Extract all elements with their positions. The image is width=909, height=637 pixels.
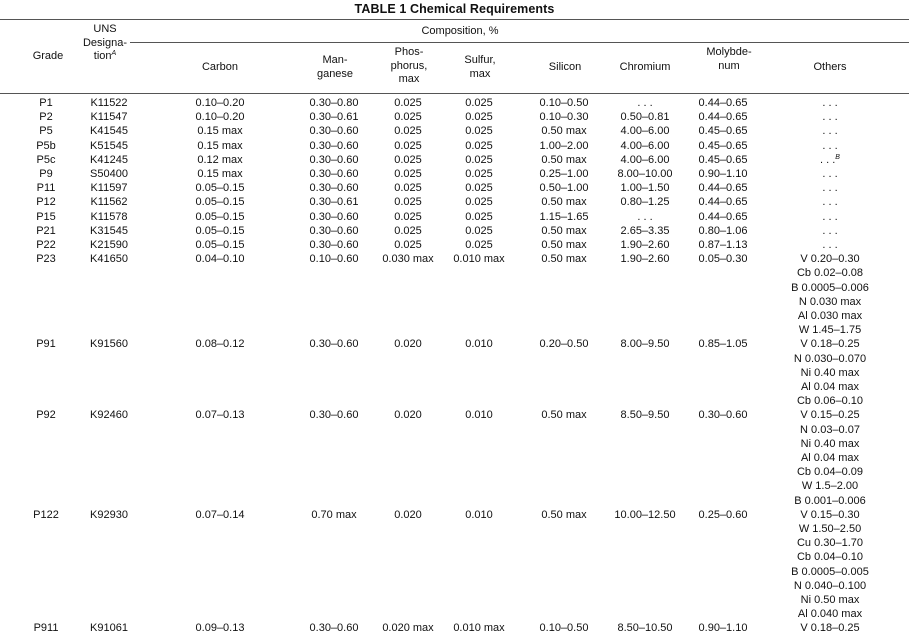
cell-uns: K11578 bbox=[90, 210, 128, 223]
cell-uns: K92930 bbox=[90, 508, 128, 521]
cell-uns: K51545 bbox=[90, 139, 128, 152]
cell-grade: P15 bbox=[36, 210, 56, 223]
cell-sulfur: 0.025 bbox=[465, 182, 493, 195]
cell-sulfur: 0.010 bbox=[465, 508, 493, 521]
cell-carbon: 0.05–0.15 bbox=[195, 239, 245, 251]
cell-others bbox=[785, 337, 875, 408]
others-line: . . . bbox=[822, 97, 838, 109]
cell-manganese: 0.70 max bbox=[311, 508, 357, 521]
cell-phosphorus: 0.025 bbox=[394, 168, 422, 180]
table-row bbox=[0, 210, 909, 224]
cell-phosphorus: 0.020 max bbox=[382, 622, 434, 635]
cell-phosphorus: 0.025 bbox=[394, 125, 422, 138]
cell-grade: P911 bbox=[33, 622, 59, 635]
cell-phosphorus: 0.020 bbox=[394, 409, 422, 422]
header-chromium: Chromium bbox=[619, 61, 671, 73]
cell-molybdenum: 0.05–0.30 bbox=[698, 253, 748, 266]
cell-phosphorus: 0.025 bbox=[394, 182, 422, 195]
table-row bbox=[0, 621, 909, 635]
cell-others bbox=[785, 408, 875, 507]
others-line: V 0.15–0.30 bbox=[800, 508, 860, 521]
cell-molybdenum: 0.45–0.65 bbox=[698, 125, 748, 138]
cell-chromium: 2.65–3.35 bbox=[620, 224, 670, 237]
others-line: Ni 0.50 max bbox=[800, 593, 860, 606]
cell-carbon: 0.12 max bbox=[197, 153, 243, 166]
cell-grade: P12 bbox=[36, 196, 56, 209]
cell-sulfur: 0.010 max bbox=[453, 253, 505, 266]
table-row bbox=[0, 181, 909, 195]
cell-molybdenum: 0.44–0.65 bbox=[698, 111, 748, 124]
cell-silicon: 1.15–1.65 bbox=[539, 210, 589, 223]
cell-phosphorus: 0.025 bbox=[394, 224, 422, 237]
cell-carbon: 0.07–0.14 bbox=[195, 508, 245, 521]
cell-uns: K11562 bbox=[90, 196, 128, 209]
cell-others bbox=[785, 124, 875, 138]
cell-uns: K31545 bbox=[90, 224, 128, 237]
cell-manganese: 0.30–0.60 bbox=[309, 224, 359, 237]
header-carbon: Carbon bbox=[201, 61, 239, 73]
cell-chromium: 8.00–9.50 bbox=[620, 338, 670, 351]
table-row bbox=[0, 252, 909, 337]
cell-molybdenum: 0.25–0.60 bbox=[698, 508, 748, 521]
table-row bbox=[0, 139, 909, 153]
table-row bbox=[0, 238, 909, 252]
header-phosphorus: Phos- phorus, max bbox=[390, 46, 428, 85]
cell-phosphorus: 0.025 bbox=[394, 239, 422, 251]
cell-silicon: 0.50 max bbox=[541, 153, 587, 166]
cell-others bbox=[785, 167, 875, 181]
cell-uns: K11522 bbox=[90, 97, 128, 109]
others-line: B 0.001–0.006 bbox=[794, 494, 866, 507]
cell-silicon: 0.50 max bbox=[541, 196, 587, 209]
others-line: Al 0.04 max bbox=[800, 451, 860, 464]
cell-carbon: 0.04–0.10 bbox=[195, 253, 245, 266]
cell-silicon: 0.10–0.30 bbox=[539, 111, 589, 124]
others-line: Al 0.030 max bbox=[797, 309, 863, 322]
cell-uns: S50400 bbox=[90, 168, 128, 180]
cell-others bbox=[785, 181, 875, 195]
cell-grade: P122 bbox=[33, 508, 59, 521]
cell-sulfur: 0.010 max bbox=[453, 622, 505, 635]
cell-sulfur: 0.025 bbox=[465, 210, 493, 223]
table-row bbox=[0, 110, 909, 124]
cell-manganese: 0.30–0.60 bbox=[309, 239, 359, 251]
cell-manganese: 0.30–0.60 bbox=[309, 153, 359, 166]
cell-manganese: 0.10–0.60 bbox=[309, 253, 359, 266]
cell-grade: P5 bbox=[39, 125, 53, 138]
cell-chromium: 8.50–10.50 bbox=[617, 622, 673, 635]
cell-grade: P11 bbox=[36, 182, 56, 195]
cell-others bbox=[785, 508, 875, 622]
cell-others bbox=[785, 195, 875, 209]
cell-sulfur: 0.025 bbox=[465, 168, 493, 180]
cell-sulfur: 0.025 bbox=[465, 239, 493, 251]
cell-carbon: 0.09–0.13 bbox=[195, 622, 245, 635]
table-row bbox=[0, 195, 909, 209]
others-line: W 1.5–2.00 bbox=[801, 480, 859, 493]
cell-sulfur: 0.025 bbox=[465, 224, 493, 237]
cell-chromium: 1.90–2.60 bbox=[620, 253, 670, 266]
cell-silicon: 0.10–0.50 bbox=[539, 97, 589, 109]
footnote-b: B bbox=[835, 153, 840, 161]
header-sulfur: Sulfur, max bbox=[464, 54, 496, 80]
cell-grade: P22 bbox=[36, 239, 56, 251]
header-manganese: Man- ganese bbox=[316, 54, 354, 80]
others-line: N 0.03–0.07 bbox=[800, 423, 860, 436]
cell-uns: K92460 bbox=[90, 409, 128, 422]
cell-grade: P5b bbox=[36, 139, 56, 152]
cell-sulfur: 0.025 bbox=[465, 153, 493, 166]
cell-phosphorus: 0.025 bbox=[394, 196, 422, 209]
cell-manganese: 0.30–0.60 bbox=[309, 210, 359, 223]
cell-silicon: 0.50 max bbox=[541, 508, 587, 521]
cell-grade: P9 bbox=[39, 168, 53, 180]
cell-carbon: 0.10–0.20 bbox=[195, 97, 245, 109]
others-line: Cb 0.04–0.09 bbox=[796, 466, 864, 479]
header-others: Others bbox=[813, 61, 847, 73]
cell-carbon: 0.15 max bbox=[197, 168, 243, 180]
cell-silicon: 0.10–0.50 bbox=[539, 622, 589, 635]
cell-chromium: 4.00–6.00 bbox=[620, 153, 670, 166]
cell-grade: P21 bbox=[36, 224, 56, 237]
others-line: N 0.030 max bbox=[798, 295, 862, 308]
others-line: W 1.45–1.75 bbox=[798, 324, 862, 337]
others-line: V 0.15–0.25 bbox=[800, 409, 860, 422]
cell-uns: K41245 bbox=[90, 153, 128, 166]
table-row bbox=[0, 124, 909, 138]
cell-grade: P91 bbox=[36, 338, 56, 351]
cell-silicon: 0.50 max bbox=[541, 224, 587, 237]
others-line: Cb 0.02–0.08 bbox=[796, 267, 864, 280]
cell-phosphorus: 0.025 bbox=[394, 210, 422, 223]
others-line: Al 0.040 max bbox=[797, 608, 863, 621]
cell-carbon: 0.05–0.15 bbox=[195, 224, 245, 237]
cell-sulfur: 0.010 bbox=[465, 409, 493, 422]
cell-manganese: 0.30–0.60 bbox=[309, 622, 359, 635]
cell-manganese: 0.30–0.60 bbox=[309, 168, 359, 180]
others-line: . . . bbox=[822, 111, 838, 124]
others-line: Ni 0.40 max bbox=[800, 437, 860, 450]
cell-carbon: 0.08–0.12 bbox=[195, 338, 245, 351]
cell-others bbox=[785, 238, 875, 252]
table-row bbox=[0, 96, 909, 110]
table-row bbox=[0, 508, 909, 621]
cell-silicon: 0.50 max bbox=[541, 125, 587, 138]
others-line: Al 0.04 max bbox=[800, 380, 860, 393]
cell-grade: P23 bbox=[36, 253, 56, 266]
header-composition: Composition, % bbox=[421, 25, 499, 37]
others-line: V 0.18–0.25 bbox=[800, 622, 860, 635]
others-line: . . . bbox=[822, 125, 838, 138]
others-line: . . . bbox=[822, 239, 838, 251]
cell-phosphorus: 0.025 bbox=[394, 139, 422, 152]
cell-carbon: 0.15 max bbox=[197, 139, 243, 152]
others-line: B 0.0005–0.006 bbox=[791, 281, 869, 294]
cell-phosphorus: 0.025 bbox=[394, 153, 422, 166]
cell-phosphorus: 0.025 bbox=[394, 97, 422, 109]
cell-chromium: . . . bbox=[637, 97, 653, 109]
cell-manganese: 0.30–0.61 bbox=[309, 111, 359, 124]
table-row bbox=[0, 167, 909, 181]
cell-molybdenum: 0.80–1.06 bbox=[698, 224, 748, 237]
composition-rule bbox=[130, 42, 909, 43]
others-line: Cb 0.04–0.10 bbox=[796, 551, 864, 564]
cell-silicon: 0.25–1.00 bbox=[539, 168, 589, 180]
others-line: V 0.20–0.30 bbox=[800, 253, 860, 266]
cell-chromium: 4.00–6.00 bbox=[620, 139, 670, 152]
others-line: . . . bbox=[822, 139, 838, 152]
cell-carbon: 0.05–0.15 bbox=[195, 210, 245, 223]
cell-molybdenum: 0.87–1.13 bbox=[698, 239, 748, 251]
cell-carbon: 0.07–0.13 bbox=[195, 409, 245, 422]
table-title: TABLE 1 Chemical Requirements bbox=[354, 2, 555, 16]
others-line: . . .$^B$ bbox=[820, 153, 840, 166]
header-molybdenum: Molybde- num bbox=[706, 46, 752, 72]
others-line: . . . bbox=[822, 224, 838, 237]
cell-molybdenum: 0.90–1.10 bbox=[698, 168, 748, 180]
cell-silicon: 0.50 max bbox=[541, 239, 587, 251]
header-silicon: Silicon bbox=[548, 61, 582, 73]
cell-manganese: 0.30–0.60 bbox=[309, 139, 359, 152]
cell-others bbox=[785, 252, 875, 337]
others-line: V 0.18–0.25 bbox=[800, 338, 860, 351]
cell-uns: K21590 bbox=[90, 239, 128, 251]
cell-silicon: 0.50–1.00 bbox=[539, 182, 589, 195]
cell-molybdenum: 0.44–0.65 bbox=[698, 210, 748, 223]
cell-molybdenum: 0.85–1.05 bbox=[698, 338, 748, 351]
header-grade: Grade bbox=[32, 50, 64, 62]
cell-sulfur: 0.025 bbox=[465, 97, 493, 109]
cell-manganese: 0.30–0.60 bbox=[309, 182, 359, 195]
cell-manganese: 0.30–0.60 bbox=[309, 409, 359, 422]
cell-others bbox=[785, 224, 875, 238]
others-line: W 1.50–2.50 bbox=[798, 522, 862, 535]
others-line: B 0.0005–0.005 bbox=[791, 565, 869, 578]
table-row bbox=[0, 337, 909, 408]
cell-others bbox=[785, 621, 875, 635]
cell-others bbox=[785, 96, 875, 110]
table-row bbox=[0, 408, 909, 507]
table-row bbox=[0, 153, 909, 167]
others-line: . . . bbox=[822, 168, 838, 180]
cell-uns: K41650 bbox=[90, 253, 128, 266]
others-line: . . . bbox=[822, 196, 838, 209]
cell-uns: K41545 bbox=[90, 125, 128, 138]
cell-chromium: 8.00–10.00 bbox=[617, 168, 673, 180]
cell-chromium: 0.50–0.81 bbox=[620, 111, 670, 124]
cell-grade: P1 bbox=[39, 97, 53, 109]
others-line: N 0.040–0.100 bbox=[793, 579, 867, 592]
cell-silicon: 0.20–0.50 bbox=[539, 338, 589, 351]
table-row bbox=[0, 224, 909, 238]
cell-molybdenum: 0.44–0.65 bbox=[698, 196, 748, 209]
cell-chromium: 1.90–2.60 bbox=[620, 239, 670, 251]
cell-chromium: 8.50–9.50 bbox=[620, 409, 670, 422]
others-line: . . . bbox=[822, 210, 838, 223]
cell-carbon: 0.15 max bbox=[197, 125, 243, 138]
cell-grade: P92 bbox=[36, 409, 56, 422]
others-line: Cb 0.06–0.10 bbox=[796, 395, 864, 408]
cell-manganese: 0.30–0.61 bbox=[309, 196, 359, 209]
cell-sulfur: 0.025 bbox=[465, 196, 493, 209]
cell-others bbox=[785, 153, 875, 167]
cell-molybdenum: 0.45–0.65 bbox=[698, 153, 748, 166]
cell-molybdenum: 0.45–0.65 bbox=[698, 139, 748, 152]
header-uns-designation: UNS Designa- tion$^A$ bbox=[82, 23, 128, 62]
cell-carbon: 0.10–0.20 bbox=[195, 111, 245, 124]
others-line: Ni 0.40 max bbox=[800, 366, 860, 379]
cell-sulfur: 0.025 bbox=[465, 125, 493, 138]
cell-uns: K11597 bbox=[90, 182, 128, 195]
cell-others bbox=[785, 210, 875, 224]
cell-phosphorus: 0.020 bbox=[394, 508, 422, 521]
cell-uns: K11547 bbox=[90, 111, 128, 124]
cell-uns: K91061 bbox=[90, 622, 128, 635]
cell-uns: K91560 bbox=[90, 338, 128, 351]
top-rule bbox=[0, 19, 909, 20]
cell-chromium: 10.00–12.50 bbox=[614, 508, 676, 521]
cell-chromium: . . . bbox=[637, 210, 653, 223]
cell-chromium: 4.00–6.00 bbox=[620, 125, 670, 138]
cell-silicon: 0.50 max bbox=[541, 253, 587, 266]
cell-manganese: 0.30–0.60 bbox=[309, 338, 359, 351]
cell-manganese: 0.30–0.80 bbox=[309, 97, 359, 109]
cell-silicon: 1.00–2.00 bbox=[539, 139, 589, 152]
cell-carbon: 0.05–0.15 bbox=[195, 182, 245, 195]
cell-sulfur: 0.025 bbox=[465, 139, 493, 152]
cell-molybdenum: 0.30–0.60 bbox=[698, 409, 748, 422]
cell-molybdenum: 0.44–0.65 bbox=[698, 97, 748, 109]
cell-silicon: 0.50 max bbox=[541, 409, 587, 422]
header-bottom-rule bbox=[0, 93, 909, 94]
cell-molybdenum: 0.44–0.65 bbox=[698, 182, 748, 195]
cell-grade: P2 bbox=[39, 111, 53, 124]
cell-grade: P5c bbox=[36, 153, 56, 166]
cell-sulfur: 0.025 bbox=[465, 111, 493, 124]
cell-chromium: 0.80–1.25 bbox=[620, 196, 670, 209]
cell-molybdenum: 0.90–1.10 bbox=[698, 622, 748, 635]
others-line: Cu 0.30–1.70 bbox=[796, 537, 864, 550]
cell-sulfur: 0.010 bbox=[465, 338, 493, 351]
cell-phosphorus: 0.020 bbox=[394, 338, 422, 351]
cell-others bbox=[785, 139, 875, 153]
cell-manganese: 0.30–0.60 bbox=[309, 125, 359, 138]
cell-carbon: 0.05–0.15 bbox=[195, 196, 245, 209]
cell-chromium: 1.00–1.50 bbox=[620, 182, 670, 195]
cell-others bbox=[785, 110, 875, 124]
others-line: N 0.030–0.070 bbox=[793, 352, 867, 365]
others-line: . . . bbox=[822, 182, 838, 195]
cell-phosphorus: 0.025 bbox=[394, 111, 422, 124]
cell-phosphorus: 0.030 max bbox=[382, 253, 434, 266]
footnote-a: A bbox=[111, 50, 117, 57]
